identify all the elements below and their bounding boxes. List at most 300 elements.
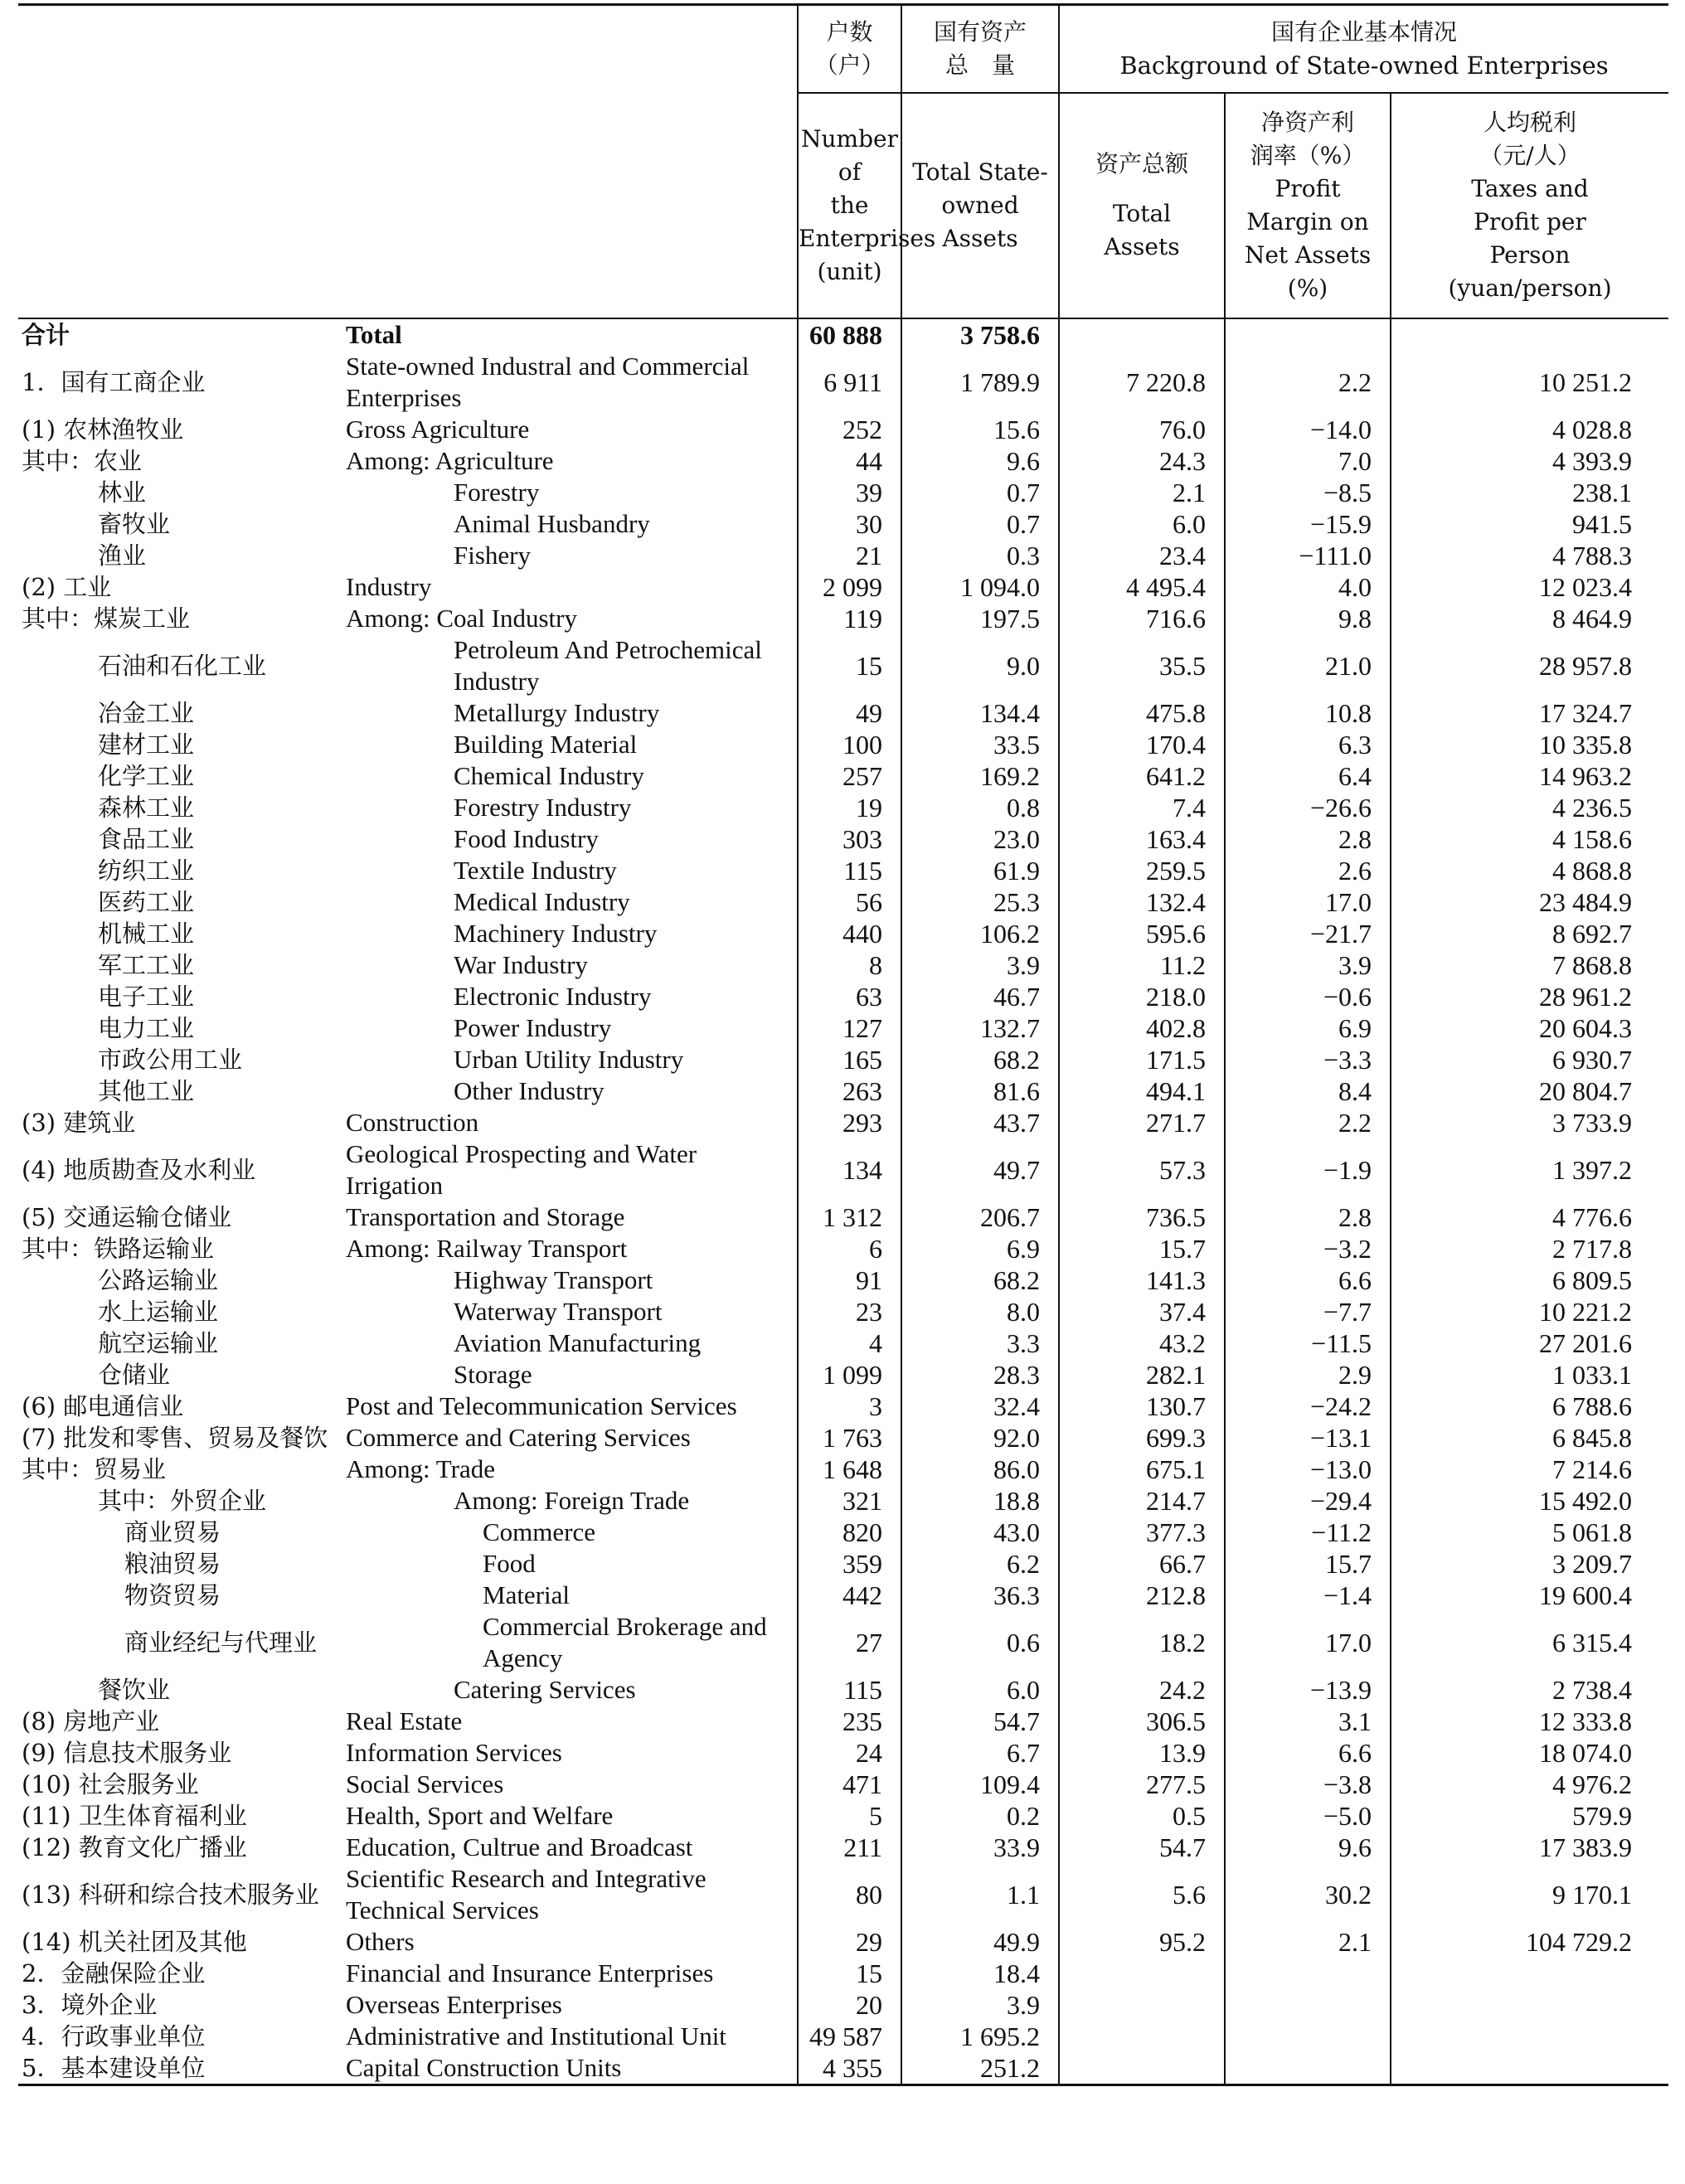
cell-profit-margin: 6.9	[1225, 1012, 1391, 1044]
row-label-en: Electronic Industry	[454, 982, 652, 1011]
cell-total-assets: 306.5	[1059, 1706, 1225, 1737]
cell-total-assets: 95.2	[1059, 1926, 1225, 1958]
cell-enterprises: 5	[798, 1800, 901, 1832]
cell-taxes-profit: 2 717.8	[1391, 1233, 1668, 1264]
table-row	[18, 918, 1668, 949]
cell-taxes-profit	[1391, 318, 1668, 351]
row-label-en: Animal Husbandry	[454, 509, 650, 538]
row-label-en: Health, Sport and Welfare	[346, 1801, 614, 1830]
cell-enterprises: 29	[798, 1926, 901, 1958]
cell-profit-margin: 9.8	[1225, 603, 1391, 634]
cell-state-assets: 1 094.0	[901, 571, 1059, 603]
row-label-en: Among: Agriculture	[346, 446, 554, 475]
cell-profit-margin: −13.9	[1225, 1674, 1391, 1706]
statistics-table-page	[18, 3, 1668, 2086]
cell-profit-margin: −29.4	[1225, 1485, 1391, 1517]
cell-enterprises: 359	[798, 1548, 901, 1580]
cell-total-assets: 66.7	[1059, 1548, 1225, 1580]
table-row	[18, 508, 1668, 540]
table-row	[18, 1926, 1668, 1958]
row-label-zh: 其中：煤炭工业	[22, 604, 191, 633]
table-row	[18, 1737, 1668, 1769]
cell-total-assets: 132.4	[1059, 886, 1225, 918]
row-label-zh: 冶金工业	[98, 699, 195, 727]
row-label-zh: (10) 社会服务业	[22, 1770, 199, 1798]
cell-total-assets: 24.2	[1059, 1674, 1225, 1706]
cell-taxes-profit: 8 692.7	[1391, 918, 1668, 949]
cell-state-assets: 68.2	[901, 1264, 1059, 1296]
cell-state-assets: 109.4	[901, 1769, 1059, 1800]
row-label-en: Material	[483, 1580, 571, 1609]
row-label-en: Waterway Transport	[454, 1297, 663, 1326]
row-label-en: Social Services	[346, 1769, 504, 1798]
cell-taxes-profit	[1391, 1958, 1668, 1989]
table-row	[18, 1800, 1668, 1832]
cell-taxes-profit: 941.5	[1391, 508, 1668, 540]
cell-taxes-profit: 1 033.1	[1391, 1359, 1668, 1390]
cell-enterprises: 471	[798, 1769, 901, 1800]
row-label-zh: 渔业	[98, 541, 147, 570]
cell-state-assets: 9.0	[901, 634, 1059, 697]
cell-taxes-profit: 4 028.8	[1391, 414, 1668, 445]
cell-enterprises: 44	[798, 445, 901, 477]
cell-total-assets: 163.4	[1059, 823, 1225, 855]
header-blank	[18, 5, 798, 318]
cell-taxes-profit: 238.1	[1391, 477, 1668, 508]
row-label-zh: 3．境外企业	[22, 1991, 158, 2019]
table-row	[18, 351, 1668, 414]
cell-profit-margin: 15.7	[1225, 1548, 1391, 1580]
cell-total-assets: 675.1	[1059, 1454, 1225, 1485]
row-label-zh: 电力工业	[98, 1014, 195, 1042]
cell-total-assets: 377.3	[1059, 1517, 1225, 1548]
cell-enterprises: 19	[798, 792, 901, 823]
cell-taxes-profit: 7 214.6	[1391, 1454, 1668, 1485]
cell-taxes-profit: 3 209.7	[1391, 1548, 1668, 1580]
cell-enterprises: 6	[798, 1233, 901, 1264]
cell-total-assets: 37.4	[1059, 1296, 1225, 1327]
cell-enterprises: 2 099	[798, 571, 901, 603]
table-row	[18, 1107, 1668, 1138]
state-owned-enterprises-table	[18, 3, 1668, 2086]
row-label-zh: 合计	[22, 321, 70, 349]
cell-enterprises: 257	[798, 760, 901, 792]
cell-state-assets: 68.2	[901, 1044, 1059, 1075]
row-label-en: Construction	[346, 1108, 479, 1137]
cell-state-assets: 197.5	[901, 603, 1059, 634]
row-label-zh: 森林工业	[98, 794, 195, 822]
cell-profit-margin: 2.2	[1225, 1107, 1391, 1138]
cell-state-assets: 43.7	[901, 1107, 1059, 1138]
row-label-en: Other Industry	[454, 1076, 605, 1105]
row-label-en: Metallurgy Industry	[454, 698, 660, 727]
cell-state-assets: 18.4	[901, 1958, 1059, 1989]
table-row	[18, 760, 1668, 792]
row-label-zh: (5) 交通运输仓储业	[22, 1203, 232, 1231]
table-row	[18, 603, 1668, 634]
cell-profit-margin: −14.0	[1225, 414, 1391, 445]
row-label-en: Among: Railway Transport	[346, 1234, 628, 1263]
table-row	[18, 823, 1668, 855]
cell-taxes-profit: 15 492.0	[1391, 1485, 1668, 1517]
cell-total-assets: 15.7	[1059, 1233, 1225, 1264]
row-label-en: Transportation and Storage	[346, 1202, 625, 1231]
row-label-zh: 化学工业	[98, 762, 195, 790]
cell-total-assets: 212.8	[1059, 1580, 1225, 1611]
table-row	[18, 1422, 1668, 1454]
cell-taxes-profit: 5 061.8	[1391, 1517, 1668, 1548]
cell-total-assets: 170.4	[1059, 729, 1225, 760]
table-row	[18, 477, 1668, 508]
row-label-zh: 1．国有工商企业	[22, 368, 206, 396]
cell-total-assets: 7 220.8	[1059, 351, 1225, 414]
cell-state-assets: 6.0	[901, 1674, 1059, 1706]
cell-state-assets: 0.2	[901, 1800, 1059, 1832]
cell-state-assets: 106.2	[901, 918, 1059, 949]
row-label-zh: 物资贸易	[124, 1581, 221, 1609]
cell-taxes-profit: 4 788.3	[1391, 540, 1668, 571]
table-row	[18, 1548, 1668, 1580]
cell-enterprises: 263	[798, 1075, 901, 1107]
cell-profit-margin	[1225, 1989, 1391, 2021]
cell-total-assets: 54.7	[1059, 1832, 1225, 1863]
table-row	[18, 1706, 1668, 1737]
cell-profit-margin: −3.2	[1225, 1233, 1391, 1264]
row-label-zh: 市政公用工业	[98, 1046, 243, 1074]
cell-state-assets: 0.6	[901, 1611, 1059, 1674]
cell-enterprises: 100	[798, 729, 901, 760]
cell-enterprises: 30	[798, 508, 901, 540]
row-label-en: State-owned Industral and Commercial Enterprises	[346, 352, 750, 412]
cell-state-assets: 49.9	[901, 1926, 1059, 1958]
cell-profit-margin: 30.2	[1225, 1863, 1391, 1926]
cell-profit-margin: 2.8	[1225, 1201, 1391, 1233]
row-label-zh: 4．行政事业单位	[22, 2022, 206, 2051]
row-label-zh: (7) 批发和零售、贸易及餐饮	[22, 1424, 328, 1452]
header-number-en: Number of the Enterprises (unit)	[798, 93, 901, 318]
row-label-zh: 其中：外贸企业	[98, 1487, 267, 1515]
cell-total-assets	[1059, 318, 1225, 351]
table-row	[18, 1075, 1668, 1107]
header-taxes-profit: 人均税利 （元/人） Taxes and Profit per Person (yuan/person)	[1391, 93, 1668, 318]
table-header	[18, 5, 1668, 319]
cell-profit-margin: −13.1	[1225, 1422, 1391, 1454]
cell-taxes-profit: 20 604.3	[1391, 1012, 1668, 1044]
table-row	[18, 445, 1668, 477]
cell-enterprises: 4	[798, 1327, 901, 1359]
cell-total-assets: 214.7	[1059, 1485, 1225, 1517]
cell-enterprises: 4 355	[798, 2052, 901, 2085]
cell-profit-margin: 10.8	[1225, 697, 1391, 729]
cell-state-assets: 54.7	[901, 1706, 1059, 1737]
cell-state-assets: 36.3	[901, 1580, 1059, 1611]
row-label-en: Highway Transport	[454, 1265, 653, 1294]
cell-state-assets: 92.0	[901, 1422, 1059, 1454]
table-row	[18, 2052, 1668, 2085]
row-label-en: Financial and Insurance Enterprises	[346, 1958, 714, 1987]
row-label-en: Among: Trade	[346, 1454, 495, 1483]
cell-profit-margin: 3.1	[1225, 1706, 1391, 1737]
row-label-zh: (11) 卫生体育福利业	[22, 1802, 247, 1830]
row-label-en: Commercial Brokerage and Agency	[483, 1612, 767, 1672]
cell-total-assets: 43.2	[1059, 1327, 1225, 1359]
table-row	[18, 1264, 1668, 1296]
cell-profit-margin: −13.0	[1225, 1454, 1391, 1485]
table-row	[18, 697, 1668, 729]
row-label-zh: 其中：农业	[22, 447, 143, 475]
cell-state-assets: 46.7	[901, 981, 1059, 1012]
cell-enterprises: 165	[798, 1044, 901, 1075]
cell-state-assets: 0.7	[901, 508, 1059, 540]
row-label-zh: 建材工业	[98, 730, 195, 759]
table-row	[18, 540, 1668, 571]
table-row	[18, 1611, 1668, 1674]
row-label-zh: 其中：铁路运输业	[22, 1235, 215, 1263]
cell-enterprises: 303	[798, 823, 901, 855]
cell-profit-margin: 6.3	[1225, 729, 1391, 760]
table-row	[18, 981, 1668, 1012]
cell-enterprises: 134	[798, 1138, 901, 1201]
row-label-en: Storage	[454, 1360, 532, 1389]
table-row	[18, 1233, 1668, 1264]
table-row	[18, 792, 1668, 823]
row-label-en: Petroleum And Petrochemical Industry	[454, 635, 762, 696]
row-label-en: Power Industry	[454, 1013, 612, 1042]
cell-total-assets: 218.0	[1059, 981, 1225, 1012]
cell-total-assets: 4 495.4	[1059, 571, 1225, 603]
cell-total-assets: 130.7	[1059, 1390, 1225, 1422]
row-label-zh: 公路运输业	[98, 1266, 219, 1294]
row-label-en: War Industry	[454, 950, 588, 979]
cell-profit-margin: −111.0	[1225, 540, 1391, 571]
cell-taxes-profit: 6 315.4	[1391, 1611, 1668, 1674]
cell-profit-margin: 2.1	[1225, 1926, 1391, 1958]
cell-enterprises: 1 763	[798, 1422, 901, 1454]
row-label-zh: 其中：贸易业	[22, 1455, 167, 1483]
cell-total-assets: 271.7	[1059, 1107, 1225, 1138]
row-label-zh: 军工工业	[98, 951, 195, 979]
cell-enterprises: 235	[798, 1706, 901, 1737]
cell-total-assets	[1059, 2021, 1225, 2052]
cell-profit-margin: 6.6	[1225, 1264, 1391, 1296]
cell-state-assets: 3.9	[901, 949, 1059, 981]
row-label-en: Textile Industry	[454, 856, 617, 885]
row-label-zh: (3) 建筑业	[22, 1109, 136, 1137]
cell-taxes-profit: 3 733.9	[1391, 1107, 1668, 1138]
cell-taxes-profit: 23 484.9	[1391, 886, 1668, 918]
cell-taxes-profit: 28 961.2	[1391, 981, 1668, 1012]
row-label-en: Total	[346, 320, 402, 349]
row-label-en: Capital Construction Units	[346, 2052, 798, 2085]
cell-taxes-profit: 4 236.5	[1391, 792, 1668, 823]
row-label-zh: 电子工业	[98, 983, 195, 1011]
cell-enterprises: 8	[798, 949, 901, 981]
table-row	[18, 949, 1668, 981]
cell-state-assets: 3 758.6	[901, 318, 1059, 351]
row-label-zh: 2．金融保险企业	[22, 1959, 206, 1987]
cell-taxes-profit: 18 074.0	[1391, 1737, 1668, 1769]
table-row	[18, 414, 1668, 445]
row-label-en: Food	[483, 1549, 536, 1578]
cell-total-assets: 5.6	[1059, 1863, 1225, 1926]
row-label-zh: 5．基本建设单位	[18, 2052, 346, 2085]
cell-total-assets: 277.5	[1059, 1769, 1225, 1800]
cell-total-assets: 24.3	[1059, 445, 1225, 477]
row-label-zh: 餐饮业	[98, 1676, 171, 1704]
cell-state-assets: 0.3	[901, 540, 1059, 571]
row-label-en: Among: Coal Industry	[346, 604, 577, 633]
cell-state-assets: 49.7	[901, 1138, 1059, 1201]
cell-profit-margin: −0.6	[1225, 981, 1391, 1012]
cell-enterprises: 440	[798, 918, 901, 949]
cell-total-assets: 595.6	[1059, 918, 1225, 949]
cell-taxes-profit: 1 397.2	[1391, 1138, 1668, 1201]
cell-state-assets: 132.7	[901, 1012, 1059, 1044]
table-row	[18, 1769, 1668, 1800]
table-row	[18, 886, 1668, 918]
cell-profit-margin: −3.8	[1225, 1769, 1391, 1800]
cell-state-assets: 169.2	[901, 760, 1059, 792]
row-label-en: Administrative and Institutional Unit	[346, 2021, 726, 2051]
row-label-zh: (4) 地质勘查及水利业	[22, 1156, 256, 1184]
row-label-en: Post and Telecommunication Services	[346, 1391, 737, 1420]
cell-state-assets: 23.0	[901, 823, 1059, 855]
header-number-zh: 户数（户）	[798, 5, 901, 94]
row-label-zh: (2) 工业	[22, 573, 112, 601]
cell-state-assets: 43.0	[901, 1517, 1059, 1548]
table-row	[18, 1863, 1668, 1926]
cell-taxes-profit: 4 976.2	[1391, 1769, 1668, 1800]
cell-profit-margin: −3.3	[1225, 1044, 1391, 1075]
cell-taxes-profit: 17 383.9	[1391, 1832, 1668, 1863]
table-row	[18, 1390, 1668, 1422]
table-row	[18, 855, 1668, 886]
table-body	[18, 318, 1668, 2085]
cell-state-assets: 61.9	[901, 855, 1059, 886]
cell-profit-margin: 17.0	[1225, 886, 1391, 918]
row-label-zh: 其他工业	[98, 1077, 195, 1105]
cell-enterprises: 56	[798, 886, 901, 918]
cell-profit-margin: 2.2	[1225, 351, 1391, 414]
cell-enterprises: 1 312	[798, 1201, 901, 1233]
cell-enterprises: 20	[798, 1989, 901, 2021]
row-label-en: Scientific Research and Integrative Technical Services	[346, 1864, 707, 1924]
row-label-zh: 粮油贸易	[124, 1550, 221, 1578]
row-label-zh: (12) 教育文化广播业	[22, 1833, 247, 1861]
cell-total-assets: 282.1	[1059, 1359, 1225, 1390]
cell-state-assets: 25.3	[901, 886, 1059, 918]
table-row	[18, 2021, 1668, 2052]
cell-profit-margin: −5.0	[1225, 1800, 1391, 1832]
cell-total-assets: 699.3	[1059, 1422, 1225, 1454]
cell-enterprises: 820	[798, 1517, 901, 1548]
row-label-en: Forestry	[454, 478, 540, 507]
cell-state-assets: 3.9	[901, 1989, 1059, 2021]
cell-taxes-profit: 10 221.2	[1391, 1296, 1668, 1327]
row-label-en: Forestry Industry	[454, 793, 632, 822]
table-row	[18, 571, 1668, 603]
header-total-assets: 资产总额 Total Assets	[1059, 93, 1225, 318]
table-row	[18, 729, 1668, 760]
row-label-zh: 林业	[98, 478, 147, 507]
cell-profit-margin: 21.0	[1225, 634, 1391, 697]
cell-enterprises: 293	[798, 1107, 901, 1138]
row-label-zh: (13) 科研和综合技术服务业	[22, 1881, 319, 1909]
cell-taxes-profit	[1391, 2052, 1668, 2085]
header-assets-zh: 国有资产 总 量	[901, 5, 1059, 94]
cell-taxes-profit: 19 600.4	[1391, 1580, 1668, 1611]
cell-profit-margin: 2.6	[1225, 855, 1391, 886]
table-row	[18, 1296, 1668, 1327]
cell-enterprises: 1 099	[798, 1359, 901, 1390]
cell-profit-margin: 2.8	[1225, 823, 1391, 855]
cell-total-assets: 13.9	[1059, 1737, 1225, 1769]
table-row	[18, 1958, 1668, 1989]
cell-profit-margin: 4.0	[1225, 571, 1391, 603]
cell-enterprises: 23	[798, 1296, 901, 1327]
cell-profit-margin: −1.4	[1225, 1580, 1391, 1611]
cell-enterprises: 80	[798, 1863, 901, 1926]
cell-state-assets: 28.3	[901, 1359, 1059, 1390]
cell-profit-margin: 9.6	[1225, 1832, 1391, 1863]
row-label-en: Food Industry	[454, 824, 599, 853]
row-label-en: Catering Services	[454, 1675, 636, 1704]
cell-enterprises: 49 587	[798, 2021, 901, 2052]
cell-profit-margin	[1225, 1958, 1391, 1989]
cell-enterprises: 127	[798, 1012, 901, 1044]
table-row	[18, 1359, 1668, 1390]
cell-state-assets: 6.2	[901, 1548, 1059, 1580]
cell-taxes-profit: 17 324.7	[1391, 697, 1668, 729]
row-label-zh: (9) 信息技术服务业	[22, 1739, 232, 1767]
cell-enterprises: 21	[798, 540, 901, 571]
cell-state-assets: 18.8	[901, 1485, 1059, 1517]
cell-state-assets: 206.7	[901, 1201, 1059, 1233]
cell-taxes-profit: 4 776.6	[1391, 1201, 1668, 1233]
cell-total-assets	[1059, 1989, 1225, 2021]
row-label-en: Real Estate	[346, 1706, 463, 1735]
cell-state-assets: 86.0	[901, 1454, 1059, 1485]
cell-taxes-profit: 6 845.8	[1391, 1422, 1668, 1454]
cell-profit-margin	[1225, 318, 1391, 351]
cell-state-assets: 1 695.2	[901, 2021, 1059, 2052]
cell-taxes-profit: 12 023.4	[1391, 571, 1668, 603]
row-label-zh: 纺织工业	[98, 857, 195, 885]
cell-enterprises: 6 911	[798, 351, 901, 414]
row-label-zh: 石油和石化工业	[98, 652, 267, 680]
cell-total-assets: 57.3	[1059, 1138, 1225, 1201]
cell-profit-margin: −11.2	[1225, 1517, 1391, 1548]
cell-total-assets: 18.2	[1059, 1611, 1225, 1674]
cell-total-assets: 6.0	[1059, 508, 1225, 540]
row-label-en: Others	[346, 1927, 415, 1956]
row-label-en: Medical Industry	[454, 887, 630, 916]
cell-enterprises: 60 888	[798, 318, 901, 351]
row-label-en: Machinery Industry	[454, 919, 658, 948]
cell-enterprises: 115	[798, 1674, 901, 1706]
cell-taxes-profit: 10 335.8	[1391, 729, 1668, 760]
cell-taxes-profit: 10 251.2	[1391, 351, 1668, 414]
cell-state-assets: 32.4	[901, 1390, 1059, 1422]
row-label-en: Building Material	[454, 730, 638, 759]
row-label-en: Urban Utility Industry	[454, 1045, 684, 1074]
row-label-zh: (8) 房地产业	[22, 1707, 160, 1735]
cell-enterprises: 24	[798, 1737, 901, 1769]
table-row	[18, 1327, 1668, 1359]
cell-taxes-profit: 8 464.9	[1391, 603, 1668, 634]
cell-taxes-profit	[1391, 1989, 1668, 2021]
cell-state-assets: 33.9	[901, 1832, 1059, 1863]
